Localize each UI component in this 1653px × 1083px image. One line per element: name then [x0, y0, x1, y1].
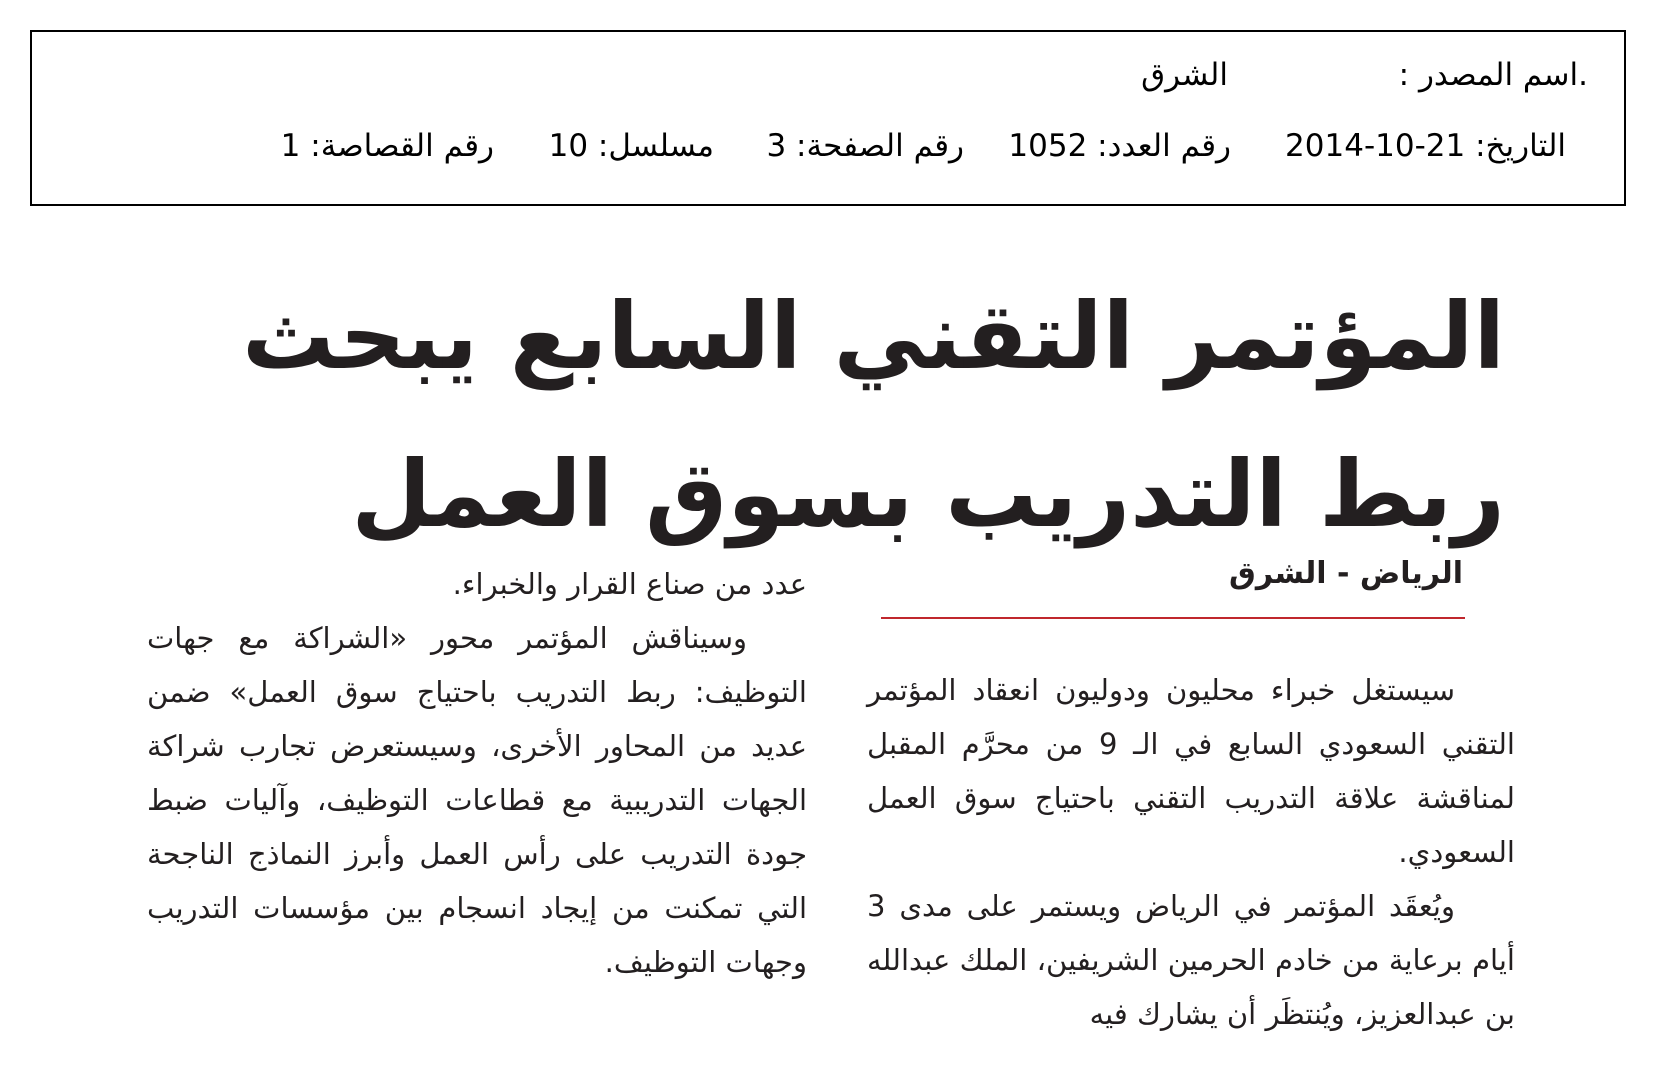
byline: الرياض - الشرق: [1229, 556, 1463, 591]
source-value: الشرق: [1141, 57, 1228, 93]
paragraph: ويُعقَد المؤتمر في الرياض ويستمر على مدى 3 أيام برعاية من خادم الحرمين الشريفين، الملك عبدالله بن عبدالعزيز، ويُنتظَر أن يشارك فيه: [867, 889, 1515, 1031]
paragraph: عدد من صناع القرار والخبراء.: [452, 567, 807, 601]
date-field: التاريخ: 21-10-2014: [1285, 128, 1566, 164]
clip-number-field: رقم القصاصة: 1: [280, 128, 494, 164]
page-number-field: رقم الصفحة: 3: [766, 128, 964, 164]
paragraph: وسيناقش المؤتمر محور «الشراكة مع جهات التوظيف: ربط التدريب باحتياج سوق العمل» ضمن عديد من المحاور الأخرى، وسيستعرض تجارب شراكة الجهات التدريبية مع قطاعات التوظيف، وآليات ضبط جودة التدريب على رأس العمل وأبرز النماذج الناجحة التي تمكنت من إيجاد انسجام بين مؤسسات التدريب وجهات التوظيف.: [147, 621, 807, 979]
article-column-left: [147, 557, 807, 989]
serial-field: مسلسل: 10: [548, 128, 714, 164]
clipping-metadata-box: [30, 30, 1626, 206]
byline-divider: [881, 617, 1465, 619]
article-headline: المؤتمر التقني السابع يبحث ربط التدريب بسوق العمل: [242, 283, 1505, 548]
issue-number-field: رقم العدد: 1052: [1008, 128, 1231, 164]
article-column-right: [867, 663, 1515, 1041]
paragraph: سيستغل خبراء محليون ودوليون انعقاد المؤتمر التقني السعودي السابع في الـ 9 من محرَّم المقبل لمناقشة علاقة التدريب التقني باحتياج سوق العمل السعودي.: [867, 673, 1515, 869]
source-label: .اسم المصدر :: [1398, 57, 1588, 93]
